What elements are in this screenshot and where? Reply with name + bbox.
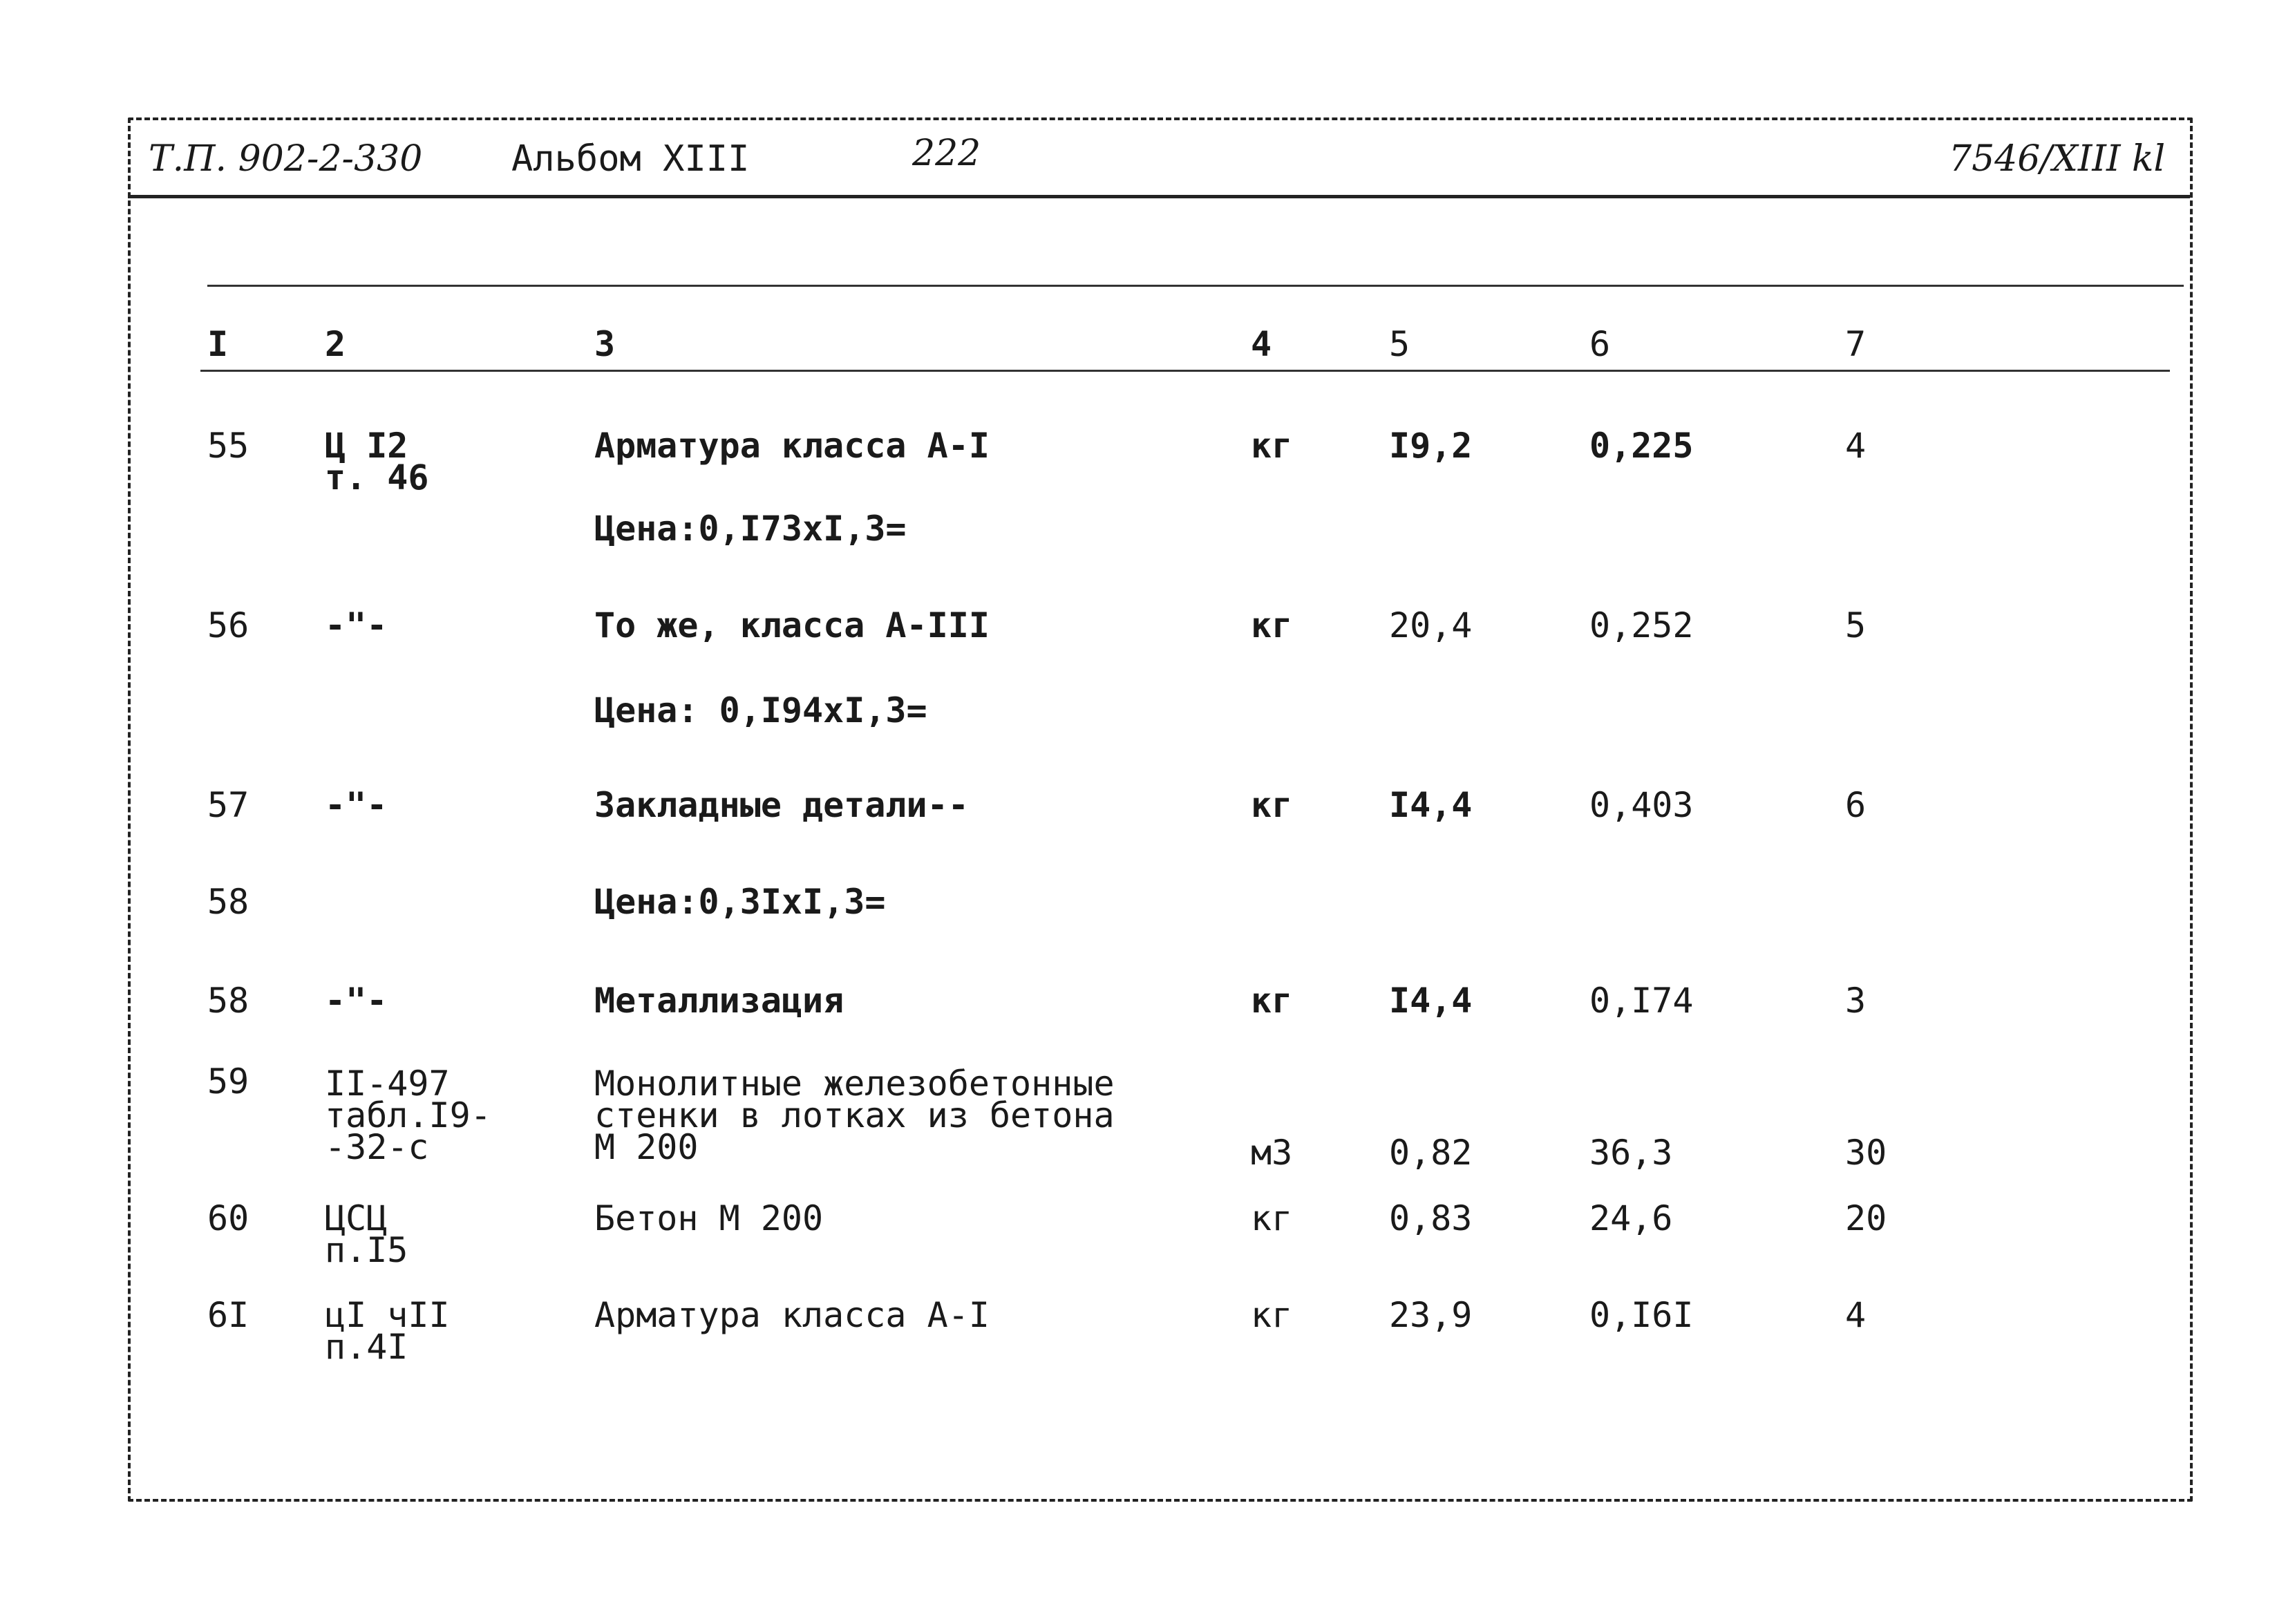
row-description: Цена:0,I73xI,3=: [594, 509, 907, 549]
row-reference: цI чII п.4I: [325, 1295, 450, 1367]
row-unit: кг: [1251, 981, 1293, 1021]
row-quantity: 0,83: [1389, 1198, 1473, 1238]
row-unit: кг: [1251, 1198, 1293, 1238]
col-header-4: 4: [1251, 324, 1272, 364]
row-total: 3: [1845, 981, 1867, 1021]
row-unit: м3: [1251, 1133, 1293, 1173]
project-code: Т.П. 902-2-330: [149, 138, 423, 180]
col-header-3: 3: [594, 324, 616, 364]
row-price: 0,I6I: [1589, 1295, 1694, 1335]
row-quantity: 23,9: [1389, 1295, 1473, 1335]
album-label: Альбом XIII: [511, 138, 750, 180]
row-price: 0,225: [1589, 426, 1694, 466]
row-description: Арматура класса А-I: [594, 426, 990, 466]
row-unit: кг: [1251, 785, 1293, 825]
col-header-1: I: [207, 324, 229, 364]
row-total: 4: [1845, 426, 1867, 466]
row-description: Закладные детали--: [594, 785, 969, 825]
row-description: Монолитные железобетонные стенки в лотках из бетона М 200: [594, 1064, 1115, 1167]
row-number: 58: [207, 981, 249, 1021]
row-number: 57: [207, 785, 249, 825]
row-number: 56: [207, 605, 249, 645]
row-number: 58: [207, 882, 249, 922]
row-price: 0,252: [1589, 605, 1694, 645]
row-number: 6I: [207, 1295, 249, 1335]
row-description: Металлизация: [594, 981, 844, 1021]
row-number: 60: [207, 1198, 249, 1238]
row-number: 59: [207, 1061, 249, 1102]
row-quantity: I4,4: [1389, 981, 1473, 1021]
table-header-rule: [200, 370, 2170, 372]
row-total: 4: [1845, 1295, 1867, 1335]
row-description: То же, класса А-III: [594, 605, 990, 645]
row-total: 20: [1845, 1198, 1887, 1238]
row-description: Цена:0,3IxI,3=: [594, 882, 886, 922]
row-price: 0,403: [1589, 785, 1694, 825]
row-unit: кг: [1251, 605, 1293, 645]
row-reference: -"-: [325, 605, 388, 645]
row-reference: ЦСЦ п.I5: [325, 1198, 408, 1270]
row-description: Бетон М 200: [594, 1198, 824, 1238]
row-quantity: 0,82: [1389, 1133, 1473, 1173]
row-reference: -"-: [325, 981, 388, 1021]
row-number: 55: [207, 426, 249, 466]
table-top-rule: [207, 285, 2184, 287]
row-description: Цена: 0,I94xI,3=: [594, 690, 927, 730]
row-quantity: 20,4: [1389, 605, 1473, 645]
row-price: 24,6: [1589, 1198, 1673, 1238]
row-total: 30: [1845, 1133, 1887, 1173]
col-header-7: 7: [1845, 324, 1867, 364]
row-quantity: I9,2: [1389, 426, 1473, 466]
row-reference: -"-: [325, 785, 388, 825]
row-unit: кг: [1251, 1295, 1293, 1335]
row-reference: Ц I2 т. 46: [325, 426, 429, 498]
row-total: 5: [1845, 605, 1867, 645]
col-header-2: 2: [325, 324, 346, 364]
row-unit: кг: [1251, 426, 1293, 466]
col-header-6: 6: [1589, 324, 1611, 364]
sheet-code: 7546/XIII kl: [1949, 138, 2166, 180]
page-number: 222: [912, 133, 981, 174]
row-total: 6: [1845, 785, 1867, 825]
row-quantity: I4,4: [1389, 785, 1473, 825]
row-price: 36,3: [1589, 1133, 1673, 1173]
page-frame: [128, 117, 2193, 1502]
header-divider: [128, 195, 2190, 198]
row-price: 0,I74: [1589, 981, 1694, 1021]
row-description: Арматура класса А-I: [594, 1295, 990, 1335]
col-header-5: 5: [1389, 324, 1410, 364]
row-reference: II-497 табл.I9- -32-с: [325, 1064, 491, 1167]
